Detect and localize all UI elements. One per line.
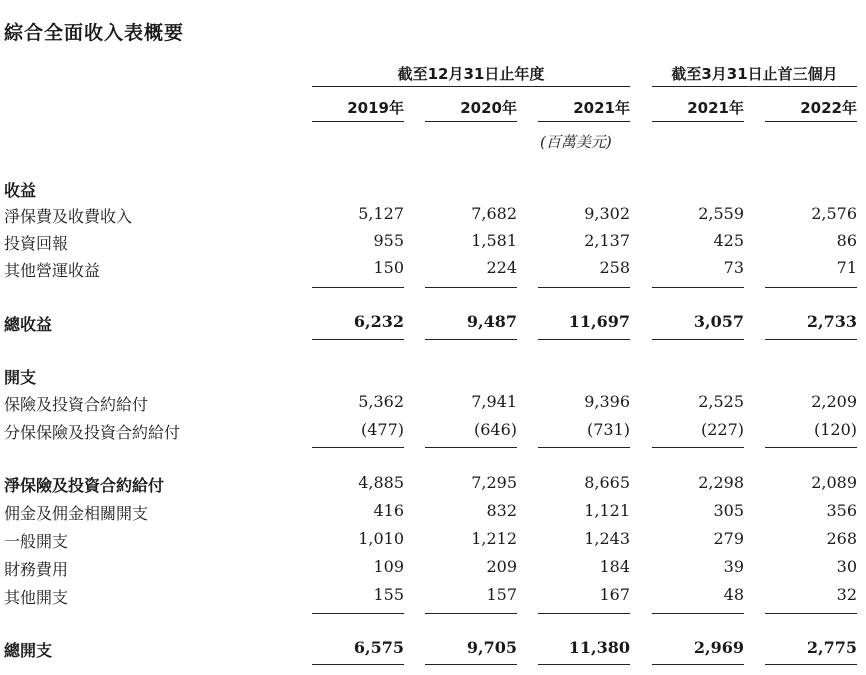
- cell-value: 73: [723, 258, 744, 277]
- subtotal-rule: [312, 287, 404, 288]
- cell-value: 305: [713, 501, 744, 520]
- cell-value: 2,298: [698, 473, 744, 492]
- table-row: [0, 499, 866, 523]
- cell-value: (120): [813, 420, 857, 439]
- subtotal-rule: [765, 287, 857, 288]
- cell-value: 32: [836, 585, 857, 604]
- cell-value: 109: [373, 557, 404, 576]
- row-label: 淨保費及收費收入: [4, 207, 133, 226]
- year-underline: [425, 121, 517, 122]
- row-label: 總收益: [4, 315, 53, 334]
- group-header-quarter: 截至3月31日止首三個月: [671, 65, 838, 83]
- year-underline: [312, 121, 404, 122]
- year-header: 2021年: [573, 99, 630, 117]
- cell-value: 2,969: [693, 638, 744, 657]
- cell-value: (227): [700, 420, 744, 439]
- year-header: 2021年: [687, 99, 744, 117]
- year-underline: [538, 121, 630, 122]
- cell-value: 7,941: [471, 392, 517, 411]
- year-underline: [652, 121, 744, 122]
- cell-value: 11,697: [568, 312, 630, 331]
- cell-value: 224: [486, 258, 517, 277]
- cell-value: 7,295: [471, 473, 517, 492]
- total-rule: [765, 664, 857, 665]
- cell-value: 1,243: [584, 529, 630, 548]
- total-rule: [425, 664, 517, 665]
- row-label: 總開支: [4, 641, 53, 660]
- cell-value: 2,576: [811, 204, 857, 223]
- subtotal-rule: [425, 613, 517, 614]
- cell-value: 4,885: [358, 473, 404, 492]
- cell-value: 9,705: [466, 638, 517, 657]
- total-rule: [312, 664, 404, 665]
- group-underline-annual: [312, 86, 630, 87]
- row-label: 保險及投資合約給付: [4, 395, 149, 414]
- table-row-total-revenue: [0, 310, 866, 334]
- cell-value: (477): [360, 420, 404, 439]
- total-rule: [538, 339, 630, 340]
- cell-value: 2,775: [806, 638, 857, 657]
- cell-value: 11,380: [568, 638, 630, 657]
- group-header-annual: 截至12月31日止年度: [397, 65, 545, 83]
- table-row: [0, 390, 866, 414]
- year-header: 2019年: [347, 99, 404, 117]
- cell-value: 5,362: [358, 392, 404, 411]
- subtotal-rule: [312, 613, 404, 614]
- unit-label: (百萬美元): [540, 133, 612, 151]
- cell-value: 8,665: [584, 473, 630, 492]
- row-label: 開支: [4, 368, 37, 387]
- total-rule: [425, 339, 517, 340]
- group-underline-quarter: [652, 86, 857, 87]
- row-label: 淨保險及投資合約給付: [4, 476, 165, 495]
- cell-value: 1,581: [471, 231, 517, 250]
- total-rule: [652, 664, 744, 665]
- cell-value: 6,232: [353, 312, 404, 331]
- cell-value: 155: [373, 585, 404, 604]
- cell-value: 356: [826, 501, 857, 520]
- cell-value: 2,733: [806, 312, 857, 331]
- cell-value: 425: [713, 231, 744, 250]
- page-title: 綜合全面收入表概要: [4, 22, 185, 44]
- subtotal-rule: [312, 447, 404, 448]
- table-row: [0, 256, 866, 280]
- subtotal-rule: [425, 287, 517, 288]
- cell-value: 2,559: [698, 204, 744, 223]
- year-header: 2022年: [800, 99, 857, 117]
- subtotal-rule: [652, 287, 744, 288]
- cell-value: 1,121: [584, 501, 630, 520]
- row-label: 投資回報: [4, 234, 69, 253]
- cell-value: 184: [599, 557, 630, 576]
- row-label: 分保保險及投資合約給付: [4, 423, 181, 442]
- row-label: 其他開支: [4, 588, 69, 607]
- cell-value: 2,089: [811, 473, 857, 492]
- table-row: [0, 202, 866, 226]
- cell-value: 1,010: [358, 529, 404, 548]
- cell-value: 832: [486, 501, 517, 520]
- table-row: [0, 555, 866, 579]
- section-heading-expenses: [0, 363, 866, 387]
- cell-value: 30: [836, 557, 857, 576]
- cell-value: 209: [486, 557, 517, 576]
- subtotal-rule: [652, 447, 744, 448]
- cell-value: 3,057: [693, 312, 744, 331]
- table-row-total-expenses: [0, 636, 866, 660]
- cell-value: 2,525: [698, 392, 744, 411]
- cell-value: 5,127: [358, 204, 404, 223]
- subtotal-rule: [538, 287, 630, 288]
- total-rule: [765, 339, 857, 340]
- row-label: 佣金及佣金相關開支: [4, 504, 149, 523]
- cell-value: 9,487: [466, 312, 517, 331]
- cell-value: 2,137: [584, 231, 630, 250]
- cell-value: 416: [373, 501, 404, 520]
- cell-value: 48: [723, 585, 744, 604]
- subtotal-rule: [652, 613, 744, 614]
- section-heading-revenue: [0, 176, 866, 200]
- row-label: 其他營運收益: [4, 261, 101, 280]
- table-row: [0, 583, 866, 607]
- subtotal-rule: [765, 613, 857, 614]
- cell-value: 9,396: [584, 392, 630, 411]
- cell-value: 279: [713, 529, 744, 548]
- cell-value: 258: [599, 258, 630, 277]
- cell-value: 1,212: [471, 529, 517, 548]
- total-rule: [312, 339, 404, 340]
- cell-value: 150: [373, 258, 404, 277]
- cell-value: 6,575: [353, 638, 404, 657]
- row-label: 收益: [4, 181, 37, 200]
- subtotal-rule: [538, 613, 630, 614]
- year-underline: [765, 121, 857, 122]
- cell-value: (646): [473, 420, 517, 439]
- subtotal-rule: [765, 447, 857, 448]
- cell-value: 9,302: [584, 204, 630, 223]
- row-label: 財務費用: [4, 560, 69, 579]
- cell-value: 955: [373, 231, 404, 250]
- cell-value: (731): [586, 420, 630, 439]
- table-row-net-benefits: [0, 471, 866, 495]
- cell-value: 157: [486, 585, 517, 604]
- row-label: 一般開支: [4, 532, 69, 551]
- table-row: [0, 418, 866, 442]
- cell-value: 167: [599, 585, 630, 604]
- table-row: [0, 229, 866, 253]
- year-header: 2020年: [460, 99, 517, 117]
- total-rule: [652, 339, 744, 340]
- total-rule: [538, 664, 630, 665]
- cell-value: 71: [836, 258, 857, 277]
- cell-value: 86: [836, 231, 857, 250]
- subtotal-rule: [425, 447, 517, 448]
- table-row: [0, 527, 866, 551]
- cell-value: 39: [723, 557, 744, 576]
- subtotal-rule: [538, 447, 630, 448]
- cell-value: 7,682: [471, 204, 517, 223]
- cell-value: 2,209: [811, 392, 857, 411]
- cell-value: 268: [826, 529, 857, 548]
